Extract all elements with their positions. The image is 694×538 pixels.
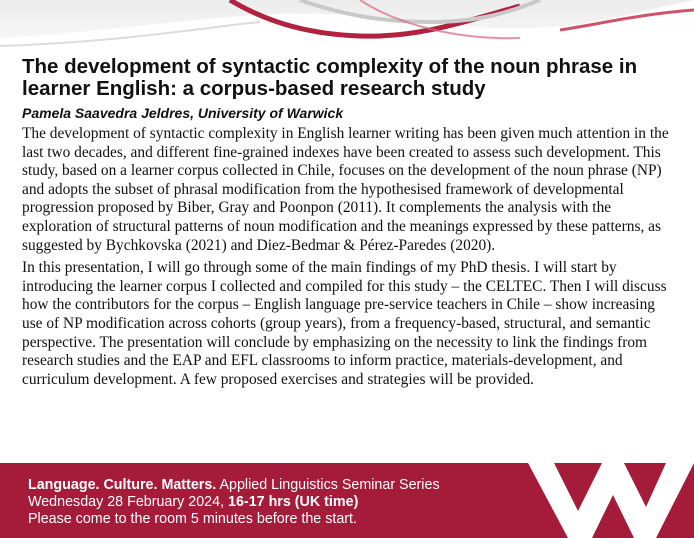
- footer-line-2: [28, 494, 440, 511]
- footer-note: Please come to the room 5 minutes before the start.: [28, 511, 357, 527]
- abstract-paragraph-1: The development of syntactic complexity in English learner writing has been given much attention in the last two decades, and different fine-grained indexes have been created to assess such development. This study, based on a learner corpus collected in Chile, focuses on the development of the noun phrase (NP) and adopts the subset of phrasal modification from the hypothesised framework of developmental progression proposed by Biber, Gray and Poonpon (2011). It complements the analysis with the exploration of structural patterns of noun modification and the meanings expressed by these patterns, as suggested by Bychkovska (2021) and Diez-Bedmar & Pérez-Paredes (2020).: [22, 125, 669, 254]
- document-title: The development of syntactic complexity of the noun phrase in learner English: a corpus-based research study: [22, 55, 638, 100]
- footer-time: 16-17 hrs (UK time): [228, 494, 359, 510]
- footer-series: Applied Linguistics Seminar Series: [216, 477, 440, 493]
- footer-date: Wednesday 28 February 2024,: [28, 494, 229, 510]
- footer-line-1: [28, 477, 440, 494]
- footer-text: [28, 477, 440, 528]
- author-line: Pamela Saavedra Jeldres, University of Warwick: [22, 105, 344, 121]
- abstract-paragraph-2: In this presentation, I will go through some of the main findings of my PhD thesis. I will start by introducing the learner corpus I collected and compiled for this study – the CELTEC. Then I will discuss how the contributors for the corpus – English language pre-service teachers in Chile – show increasing use of NP modification across cohorts (group years), from a frequency-based, structural, and semantic perspective. The presentation will conclude by emphasizing on the necessity to link the findings from research studies and the EAP and EFL classrooms to inform practice, materials-development, and curriculum development. A few proposed exercises and strategies will be provided.: [22, 259, 667, 388]
- footer-banner: [0, 463, 694, 538]
- warwick-w-logo-icon: [520, 463, 694, 538]
- swoosh-banner-icon: [0, 0, 694, 50]
- top-banner: [0, 0, 694, 50]
- footer-tagline: Language. Culture. Matters.: [28, 477, 217, 493]
- document-body: [22, 56, 678, 393]
